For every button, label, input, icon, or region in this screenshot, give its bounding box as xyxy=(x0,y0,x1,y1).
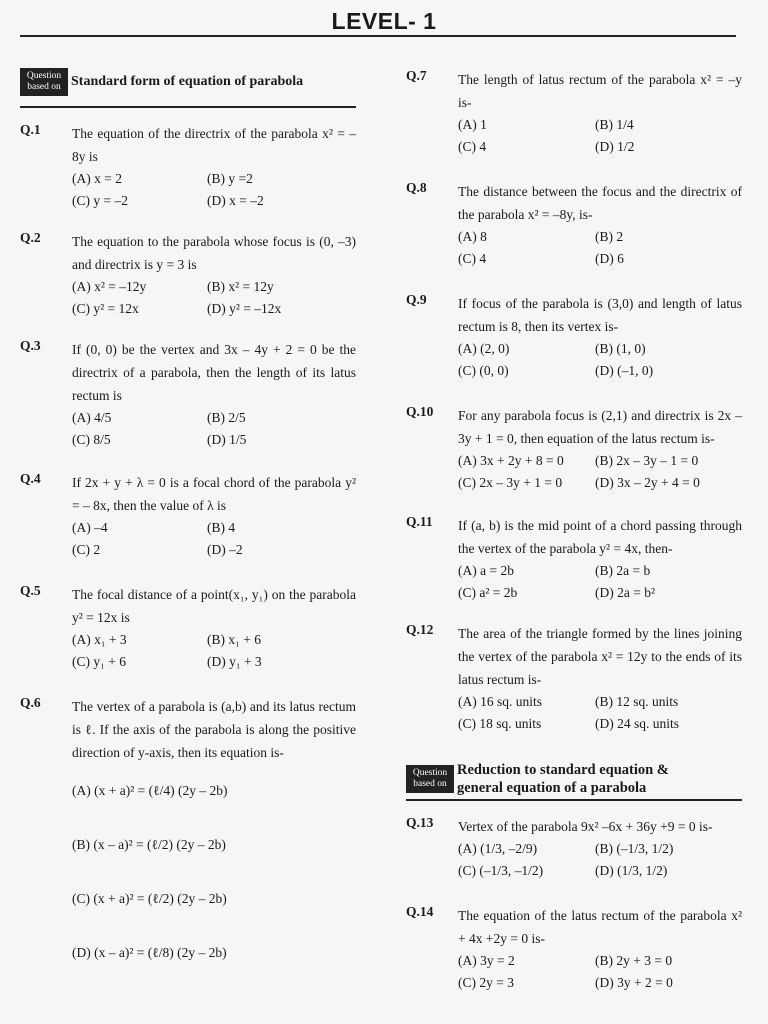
option-b: (B) (–1/3, 1/2) xyxy=(595,840,674,856)
option-d: (D) y² = –12x xyxy=(207,300,282,316)
option-b: (B) 2 xyxy=(595,229,624,244)
question-stem: The equation of the latus rectum of the parabola x² + 4x +2y = 0 is- xyxy=(458,907,742,946)
question-12 xyxy=(406,622,742,735)
option-b: (B) 4 xyxy=(207,519,236,535)
question-3 xyxy=(20,338,356,451)
option-a: (A) 4/5 xyxy=(72,409,112,425)
title-divider xyxy=(20,35,736,37)
option-a: (A) x = 2 xyxy=(72,170,122,186)
question-number: Q.11 xyxy=(406,514,433,529)
option-b: (B) y =2 xyxy=(207,170,253,186)
section-header-standard-form xyxy=(20,68,356,96)
option-a: (A) a = 2b xyxy=(458,563,514,578)
option-c: (C) y = –2 xyxy=(72,192,128,208)
question-8 xyxy=(406,180,742,270)
question-number: Q.9 xyxy=(406,292,427,307)
question-number: Q.5 xyxy=(20,582,41,598)
option-d: (D) 3y + 2 = 0 xyxy=(595,974,673,990)
option-d: (D) x = –2 xyxy=(207,192,264,208)
option-c: (C) (0, 0) xyxy=(458,363,509,378)
option-b: (B) (1, 0) xyxy=(595,341,646,356)
question-number: Q.7 xyxy=(406,68,427,83)
option-c: (C) 8/5 xyxy=(72,431,111,447)
question-5 xyxy=(20,583,356,673)
option-a: (A) x² = –12y xyxy=(72,278,147,294)
option-a: (A) (1/3, –2/9) xyxy=(458,840,538,856)
question-number: Q.6 xyxy=(20,694,41,710)
section-divider xyxy=(20,106,356,108)
question-badge: Question based on xyxy=(406,765,454,793)
question-10 xyxy=(406,404,742,494)
option-b: (B) 2y + 3 = 0 xyxy=(595,952,673,968)
option-b: (B) x₁ + 6 xyxy=(207,631,261,647)
option-a: (A) 1 xyxy=(458,117,487,132)
option-a: (A) 3x + 2y + 8 = 0 xyxy=(458,453,564,468)
option-c: (C) 4 xyxy=(458,139,487,154)
left-column xyxy=(20,68,356,980)
question-13 xyxy=(406,815,742,882)
option-a: (A) 3y = 2 xyxy=(458,952,515,968)
question-stem: If (a, b) is the mid point of a chord passing through the vertex of the parabola y² = 4x, then- xyxy=(458,518,742,556)
option-d: (D) 6 xyxy=(595,251,624,266)
question-stem: If focus of the parabola is (3,0) and length of latus rectum is 8, then its vertex is- xyxy=(458,296,742,334)
question-stem: Vertex of the parabola 9x² –6x + 36y +9 = 0 is- xyxy=(458,818,713,834)
question-2 xyxy=(20,230,356,320)
question-stem: The length of latus rectum of the parabola x² = –y is- xyxy=(458,72,742,110)
question-4 xyxy=(20,471,356,561)
option-c: (C) a² = 2b xyxy=(458,585,518,600)
option-d: (D) y₁ + 3 xyxy=(207,653,262,669)
option-b: (B) 2/5 xyxy=(207,409,246,425)
right-column xyxy=(406,68,742,994)
page-title: LEVEL- 1 xyxy=(331,8,437,34)
option-b: (B) x² = 12y xyxy=(207,278,274,294)
option-a: (A) 8 xyxy=(458,229,487,244)
question-number: Q.2 xyxy=(20,229,41,245)
section-title-line-1: Reduction to standard equation & xyxy=(457,762,669,778)
option-b: (B) 2a = b xyxy=(595,563,651,578)
question-7 xyxy=(406,68,742,158)
option-d: (D) 2a = b² xyxy=(595,585,656,600)
question-stem: If 2x + y + λ = 0 is a focal chord of the parabola y² = – 8x, then the value of λ is xyxy=(72,474,356,513)
question-number: Q.10 xyxy=(406,404,434,419)
option-a: (A) (2, 0) xyxy=(458,341,510,356)
option-d: (D) 1/2 xyxy=(595,139,635,154)
option-a: (A) 16 sq. units xyxy=(458,694,542,709)
option-d: (D) 24 sq. units xyxy=(595,716,679,731)
option-a: (A) x₁ + 3 xyxy=(72,631,127,647)
option-c: (C) 4 xyxy=(458,251,487,266)
question-1 xyxy=(20,122,356,212)
option-b: (B) 2x – 3y – 1 = 0 xyxy=(595,453,699,468)
question-number: Q.14 xyxy=(406,903,434,919)
option-d: (D) (–1, 0) xyxy=(595,363,654,378)
option-c: (C) 2y = 3 xyxy=(458,974,514,990)
option-a: (A) –4 xyxy=(72,519,108,535)
question-11 xyxy=(406,514,742,604)
option-c: (C) (–1/3, –1/2) xyxy=(458,862,544,878)
option-c: (C) 18 sq. units xyxy=(458,716,542,731)
question-stem: The area of the triangle formed by the lines joining the vertex of the parabola x² = 12y to the ends of its latus rectum is- xyxy=(458,626,742,687)
question-number: Q.3 xyxy=(20,337,41,353)
question-stem: The distance between the focus and the directrix of the parabola x² = –8y, is- xyxy=(458,184,742,222)
question-stem: The equation to the parabola whose focus is (0, –3) and directrix is y = 3 is xyxy=(72,233,356,272)
section-title-line-2: general equation of a parabola xyxy=(457,780,647,796)
option-d: (D) –2 xyxy=(207,541,243,557)
question-badge: Question based on xyxy=(20,68,68,96)
question-6 xyxy=(20,695,356,980)
question-stem: If (0, 0) be the vertex and 3x – 4y + 2 = 0 be the directrix of a parabola, then the length of its latus rectum is xyxy=(72,341,356,403)
section-divider xyxy=(406,799,742,801)
question-number: Q.12 xyxy=(406,622,434,637)
question-stem: For any parabola focus is (2,1) and directrix is 2x – 3y + 1 = 0, then equation of the latus rectum is- xyxy=(458,408,742,446)
section-title: Standard form of equation of parabola xyxy=(71,74,304,89)
question-number: Q.1 xyxy=(20,121,41,137)
question-number: Q.4 xyxy=(20,470,41,486)
section-header-reduction xyxy=(406,761,742,797)
option-b: (B) (x – a)² = (ℓ/2) (2y – 2b) xyxy=(72,836,226,852)
option-d: (D) 1/5 xyxy=(207,431,247,447)
question-stem: The focal distance of a point(x₁, y₁) on the parabola y² = 12x is xyxy=(72,586,356,625)
option-c: (C) y₁ + 6 xyxy=(72,653,126,669)
option-c: (C) y² = 12x xyxy=(72,300,139,316)
question-9 xyxy=(406,292,742,382)
option-c: (C) 2x – 3y + 1 = 0 xyxy=(458,475,563,490)
option-b: (B) 12 sq. units xyxy=(595,694,679,709)
option-b: (B) 1/4 xyxy=(595,117,634,132)
option-c: (C) (x + a)² = (ℓ/2) (2y – 2b) xyxy=(72,890,227,906)
question-number: Q.8 xyxy=(406,180,427,195)
question-stem: The vertex of a parabola is (a,b) and its latus rectum is ℓ. If the axis of the parabola is along the positive direction of y-axis, then its equation is- xyxy=(72,698,356,760)
option-d: (D) (x – a)² = (ℓ/8) (2y – 2b) xyxy=(72,944,227,960)
question-stem: The equation of the directrix of the parabola x² = – 8y is xyxy=(72,125,356,164)
question-14 xyxy=(406,904,742,994)
question-number: Q.13 xyxy=(406,814,434,830)
option-d: (D) (1/3, 1/2) xyxy=(595,862,668,878)
option-d: (D) 3x – 2y + 4 = 0 xyxy=(595,475,700,490)
option-c: (C) 2 xyxy=(72,541,101,557)
option-a: (A) (x + a)² = (ℓ/4) (2y – 2b) xyxy=(72,782,228,798)
